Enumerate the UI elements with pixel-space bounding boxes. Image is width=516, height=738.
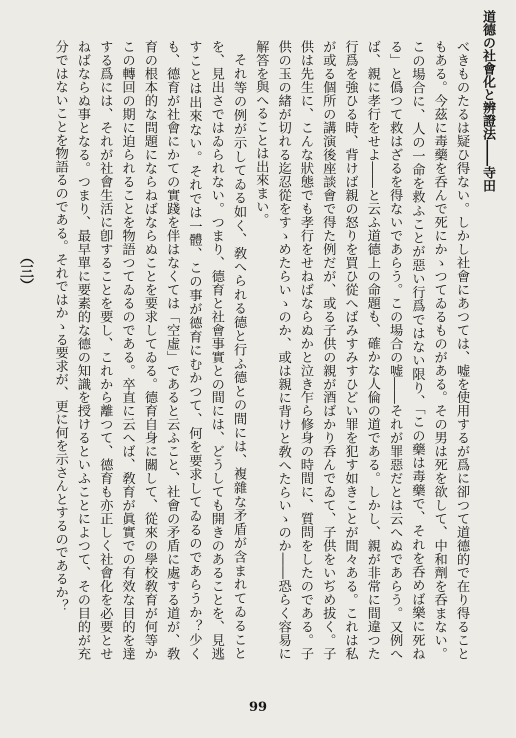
section-number: （三） [18,250,34,292]
body-text [32,40,472,660]
running-head: 道德の社會化と辨證法――寺田 [480,10,495,192]
paragraph: べきものたるは疑ひ得ない。しかし社會にあつては、嘘を使用するが爲に卻つて道德的で在り得ることもある。今茲に毒藥を呑んで死にかゝつてゐるものがある。その男は死を欲して、中和劑を呑まない。この場合に、人の一命を救ふことが惡い行爲ではない限り、「この藥は毒藥で、それを呑めば樂に死ねる」と僞つて救はざるを得ないであらう。この場合の嘘――それが罪惡だとは云へぬであらう。又例へば、親に孝行をせよ――と云ふ道德上の命題も、確かな人倫の道である。しかし、親が非常に間違つた行爲を強ひる時、背けば親の怒りを買ひ從へばみすみすひどい罪を犯す如きことが間々ある。これは私が或る個所の講演後座談會で得た例だが、或る子供の親が酒ばかり呑んでゐて、子供をいぢめ拔く。子供は先生に、こんな狀態でも孝行をせねばならぬかと泣き乍ら修身の時間に、質問をしたのである。子供の玉の緖が切れる迄忍從をすゝめたらいゝのか、或は親に背けと敎へたらいゝのか――恐らく容易に解答を與へることは出來まい。 [253,40,469,660]
paragraph: それ等の例が示してゐる如く、敎へられる德と行ふ德との間には、複雜な矛盾が含まれてゐることを、見出さではゐられない。つまり、德育と社會事實との間には、どうしても開きのあることを、見逃すことは出來ない。それでは一體、この事が德育にむかつて、何を要求してゐるのであらうか？少くも、德育が社會にかての實踐を伴はなくては「空虛」であると云ふこと、社會の矛盾に處する道が、敎育の根本的な問題にならねばならぬことを要求してゐる。德育自身に關して、從來の學校敎育が何等かこの轉回の期に迫られることを物語つてゐるのである。卒直に云へば、敎育が眞實での有效な目的を達する爲には、それが社會生活に卽することを要し、これから離つて、德育も亦正しく社會化を必要とせねばならぬ事となる。つまり、最早單に要素的な德の知識を授けるといふことによつて、その目的が充分ではないことを物語るのである。それではかゝる要求が、更に何を示さんとするのであるか？ [52,40,247,660]
page-number: 99 [248,700,268,715]
